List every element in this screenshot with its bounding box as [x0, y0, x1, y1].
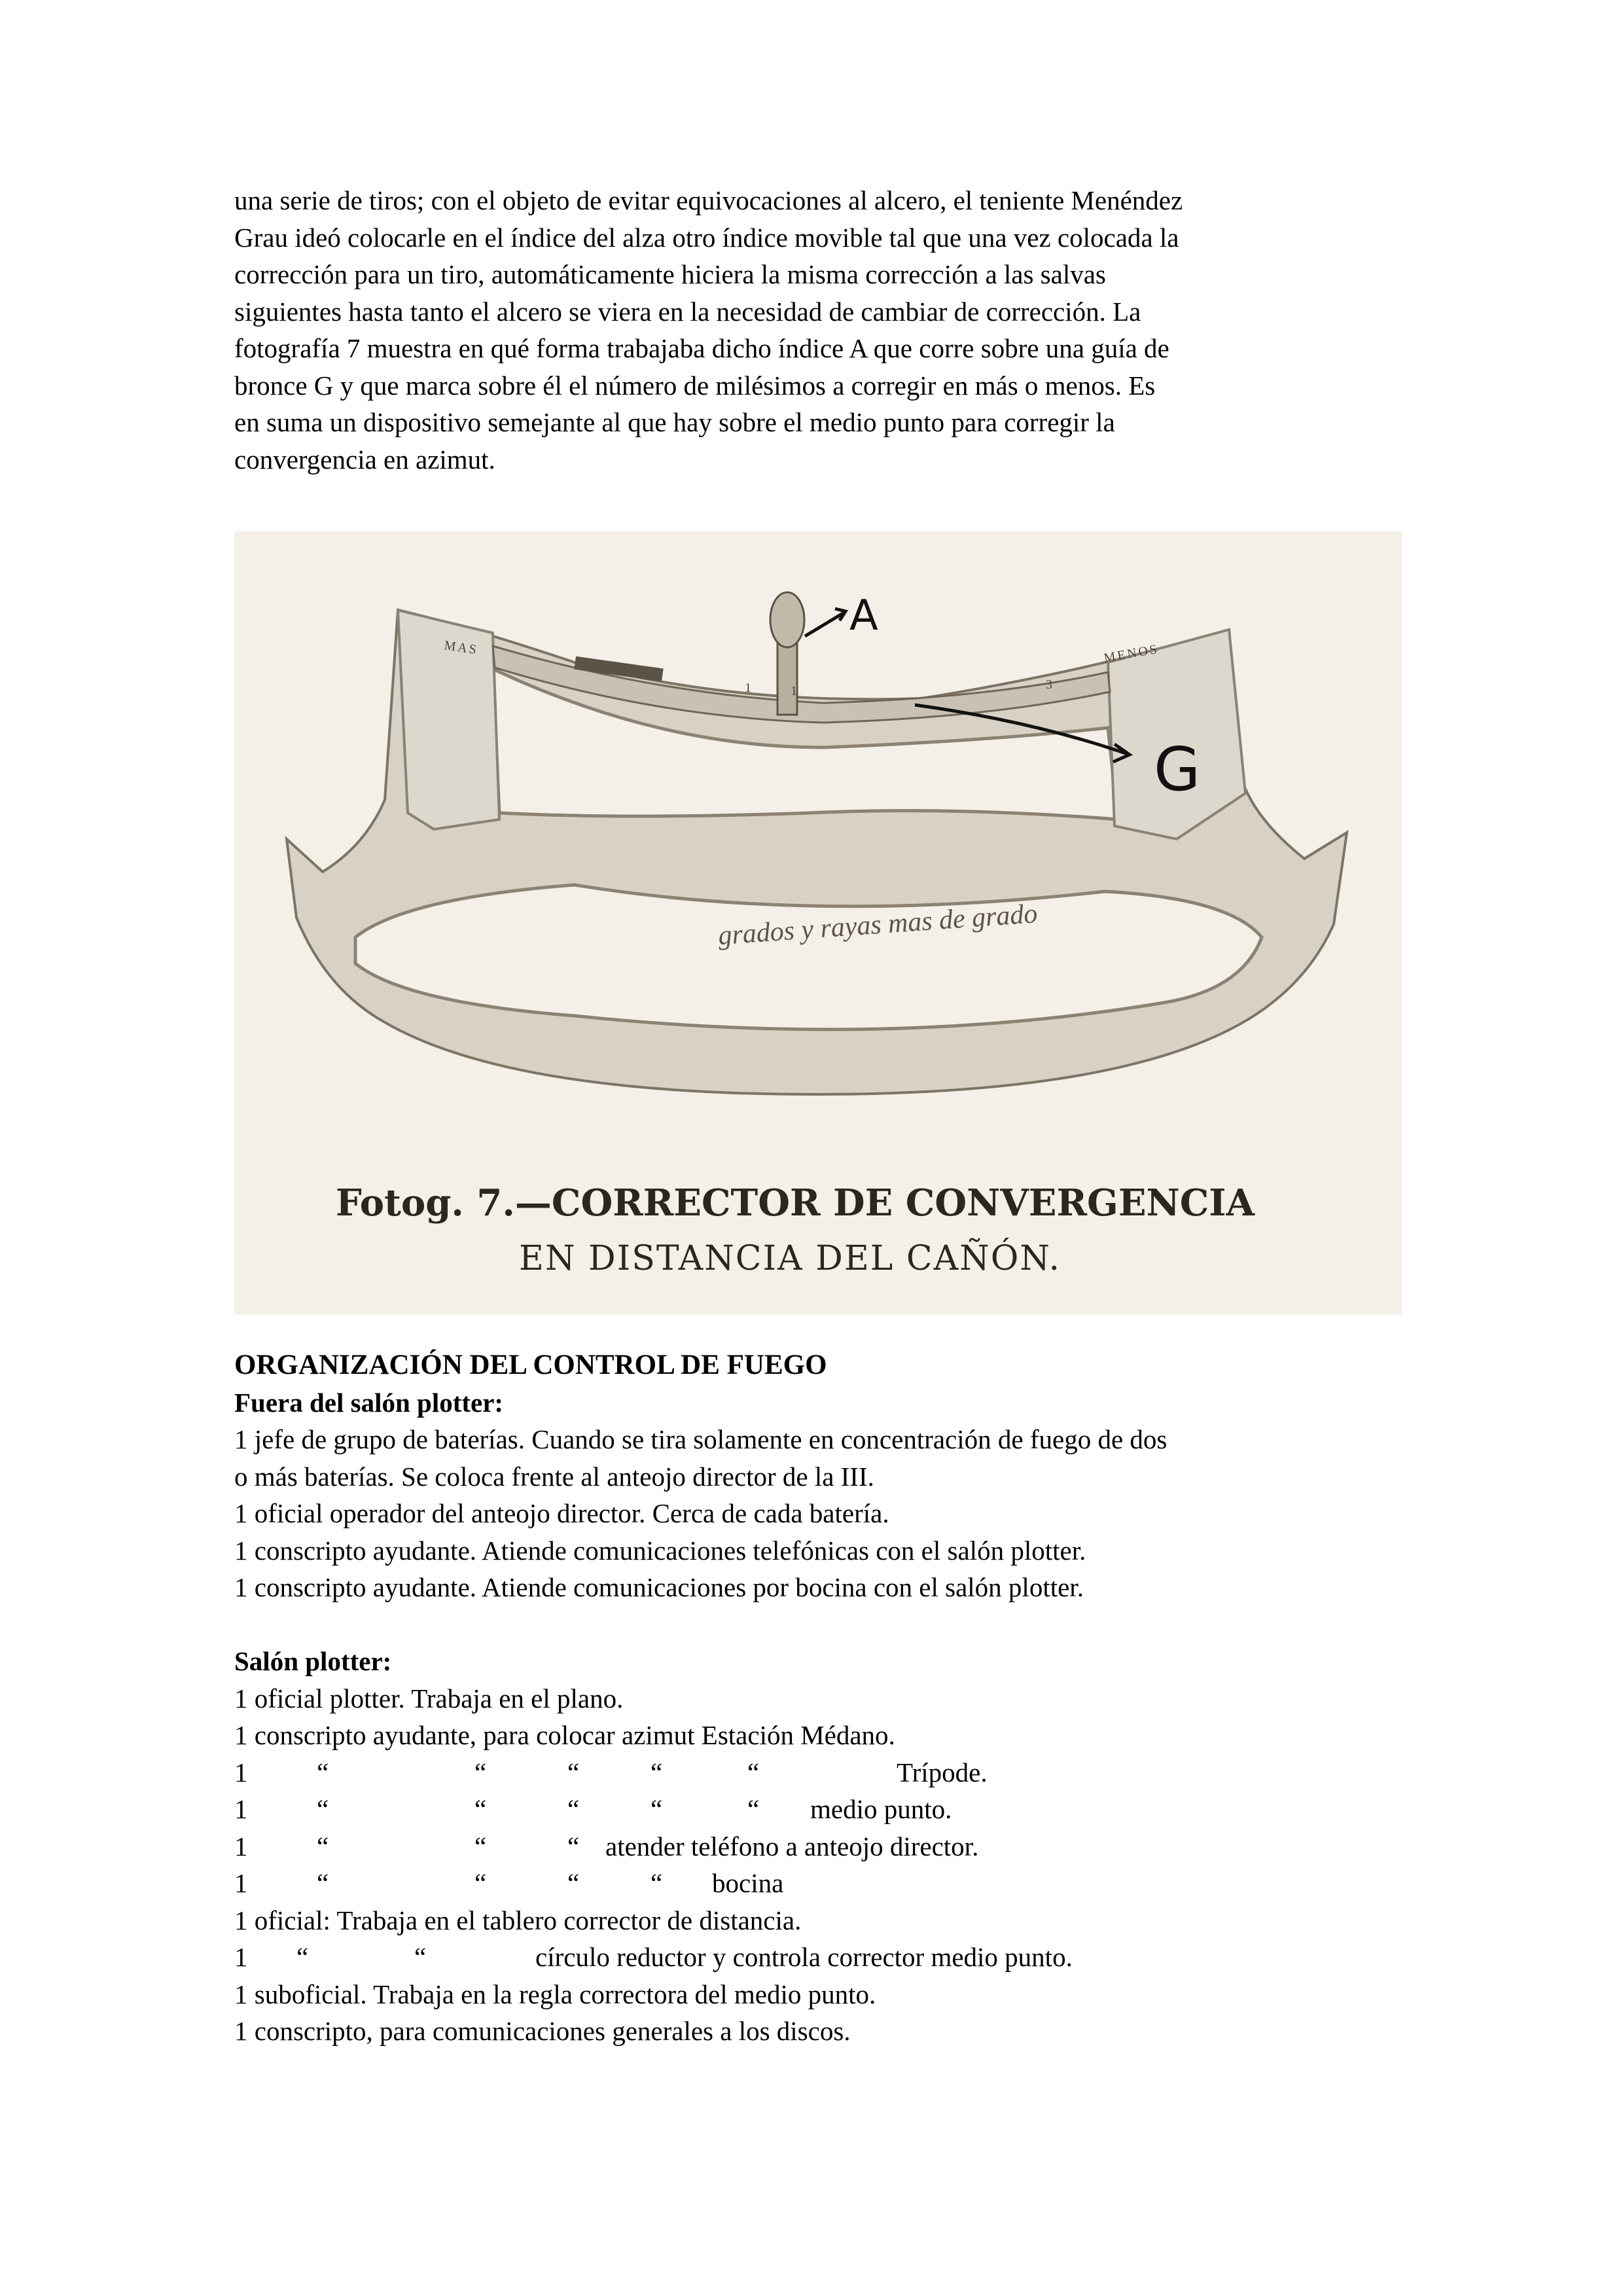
list-item: 1 oficial plotter. Trabaja en el plano.: [234, 1683, 624, 1713]
ditto-text: medio punto.: [810, 1794, 952, 1824]
scale-tick-right: 3: [1046, 677, 1054, 692]
ditto-mark: “: [414, 1942, 427, 1972]
photo-figure: [234, 531, 1402, 1314]
ditto-mark: “: [567, 1868, 580, 1898]
list-item: 1 suboficial. Trabaja en la regla correctora del medio punto.: [234, 1979, 876, 2009]
ditto-mark: “: [567, 1794, 580, 1824]
intro-line: corrección para un tiro, automáticamente hiciera la misma corrección a las salvas: [234, 259, 1106, 289]
count: 1: [234, 1794, 248, 1824]
ditto-text: atender teléfono a anteojo director.: [605, 1831, 979, 1861]
list-item: 1 conscripto, para comunicaciones generales a los discos.: [234, 2016, 851, 2046]
intro-line: Grau ideó colocarle en el índice del alza otro índice movible tal que una vez colocada la: [234, 222, 1179, 253]
fire-control-organization: [234, 1347, 1399, 2050]
ditto-mark: “: [474, 1831, 487, 1861]
list-item: 1 conscripto ayudante. Atiende comunicaciones por bocina con el salón plotter.: [234, 1572, 1084, 1602]
scale-left-word: MAS: [443, 638, 480, 658]
ditto-text: Trípode.: [897, 1757, 988, 1787]
ditto-mark: “: [747, 1757, 760, 1787]
ditto-text: círculo reductor y controla corrector medio punto.: [535, 1942, 1073, 1972]
ditto-mark: “: [651, 1757, 663, 1787]
ditto-mark: “: [747, 1794, 760, 1824]
ditto-row-bocina: [234, 1865, 1399, 1902]
spacer: [234, 1606, 1399, 1643]
ditto-mark: “: [317, 1831, 329, 1861]
corrector-photo: [234, 531, 1402, 1314]
section-title: ORGANIZACIÓN DEL CONTROL DE FUEGO: [234, 1350, 827, 1380]
ditto-mark: “: [296, 1942, 309, 1972]
intro-paragraph: [234, 182, 1399, 478]
index-knob: [770, 592, 804, 647]
list-item: 1 oficial operador del anteojo director. Cerca de cada batería.: [234, 1498, 889, 1528]
ditto-mark: “: [474, 1868, 487, 1898]
list-item: 1 conscripto ayudante, para colocar azimut Estación Médano.: [234, 1720, 895, 1750]
ditto-mark: “: [317, 1794, 329, 1824]
handwritten-annotation: grados y rayas mas de grado: [717, 899, 1039, 952]
ditto-row-atender: [234, 1828, 1399, 1865]
ditto-row-tripode: [234, 1754, 1399, 1791]
lower-cutout: [355, 885, 1262, 1030]
subsection-heading-salon: Salón plotter:: [234, 1646, 392, 1676]
scale-tick-left: 1: [745, 681, 753, 695]
caption-line-2: EN DISTANCIA DEL CAÑÓN.: [519, 1239, 1061, 1278]
ditto-row-circulo: [234, 1939, 1399, 1976]
count: 1: [234, 1942, 248, 1972]
count: 1: [234, 1757, 248, 1787]
ditto-mark: “: [474, 1757, 487, 1787]
ditto-mark: “: [567, 1757, 580, 1787]
label-a: A: [849, 592, 878, 640]
intro-line: siguientes hasta tanto el alcero se viera en la necesidad de cambiar de corrección. La: [234, 296, 1141, 327]
list-item: o más baterías. Se coloca frente al anteojo director de la III.: [234, 1461, 874, 1492]
ditto-text: bocina: [712, 1868, 784, 1898]
ditto-row-medio-punto: [234, 1791, 1399, 1828]
subsection-heading-fuera: Fuera del salón plotter:: [234, 1387, 504, 1418]
ditto-mark: “: [317, 1757, 329, 1787]
list-item: 1 oficial: Trabaja en el tablero corrector de distancia.: [234, 1905, 802, 1935]
intro-line: en suma un dispositivo semejante al que hay sobre el medio punto para corregir la: [234, 407, 1115, 437]
intro-line: una serie de tiros; con el objeto de evitar equivocaciones al alcero, el teniente Menéndez: [234, 185, 1183, 215]
intro-line: bronce G y que marca sobre él el número de milésimos a corregir en más o menos. Es: [234, 370, 1156, 401]
intro-line: fotografía 7 muestra en qué forma trabajaba dicho índice A que corre sobre una guía de: [234, 333, 1169, 363]
scale-tick-mid: 1: [791, 684, 799, 698]
scale-right-word: MENOS: [1103, 641, 1160, 666]
count: 1: [234, 1831, 248, 1861]
ditto-mark: “: [651, 1794, 663, 1824]
label-g: G: [1154, 734, 1201, 804]
list-item: 1 jefe de grupo de baterías. Cuando se tira solamente en concentración de fuego de dos: [234, 1424, 1168, 1454]
caption-line-1: Fotog. 7.—CORRECTOR DE CONVERGENCIA: [336, 1181, 1255, 1225]
ditto-mark: “: [651, 1868, 663, 1898]
list-item: 1 conscripto ayudante. Atiende comunicaciones telefónicas con el salón plotter.: [234, 1535, 1086, 1566]
count: 1: [234, 1868, 248, 1898]
ditto-mark: “: [474, 1794, 487, 1824]
ditto-mark: “: [317, 1868, 329, 1898]
ditto-mark: “: [567, 1831, 580, 1861]
intro-line: convergencia en azimut.: [234, 444, 495, 475]
